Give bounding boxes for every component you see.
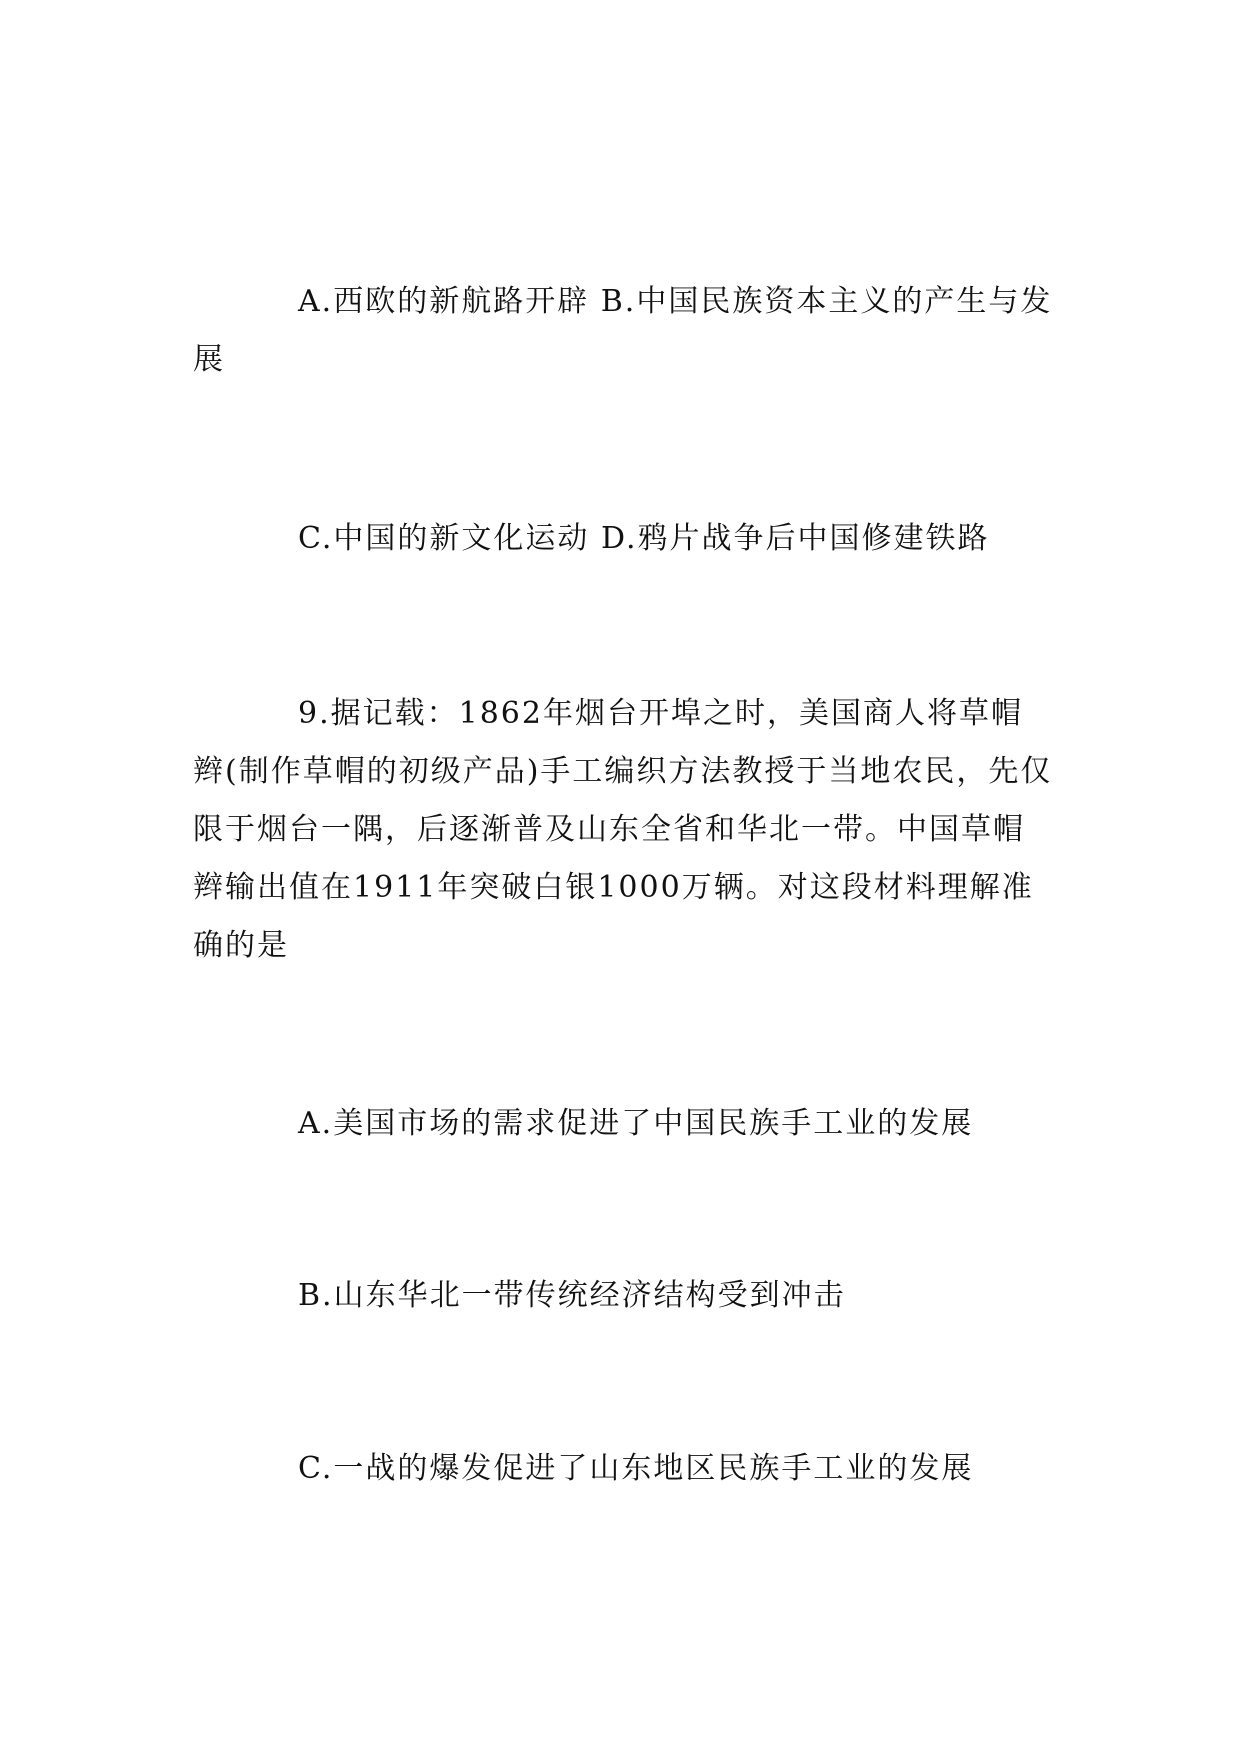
question9-option-c: C.一战的爆发促进了山东地区民族手工业的发展 — [298, 1451, 974, 1486]
question9-option-b: B.山东华北一带传统经济结构受到冲击 — [298, 1278, 846, 1313]
question9-stem: 9.据记载：1862年烟台开埠之时，美国商人将草帽辫(制作草帽的初级产品)手工编织方法教授于当地农民，先仅限于烟台一隅，后逐渐普及山东全省和华北一带。中国草帽辫输出值在1911年突破白银1000万辆。对这段材料理解准确的是 — [193, 696, 1053, 963]
question9-option-a: A.美国市场的需求促进了中国民族手工业的发展 — [298, 1106, 974, 1141]
question8-options-cd: C.中国的新文化运动 D.鸦片战争后中国修建铁路 — [298, 521, 990, 556]
question8-options-ab: A.西欧的新航路开辟 B.中国民族资本主义的产生与发展 — [193, 284, 1053, 377]
